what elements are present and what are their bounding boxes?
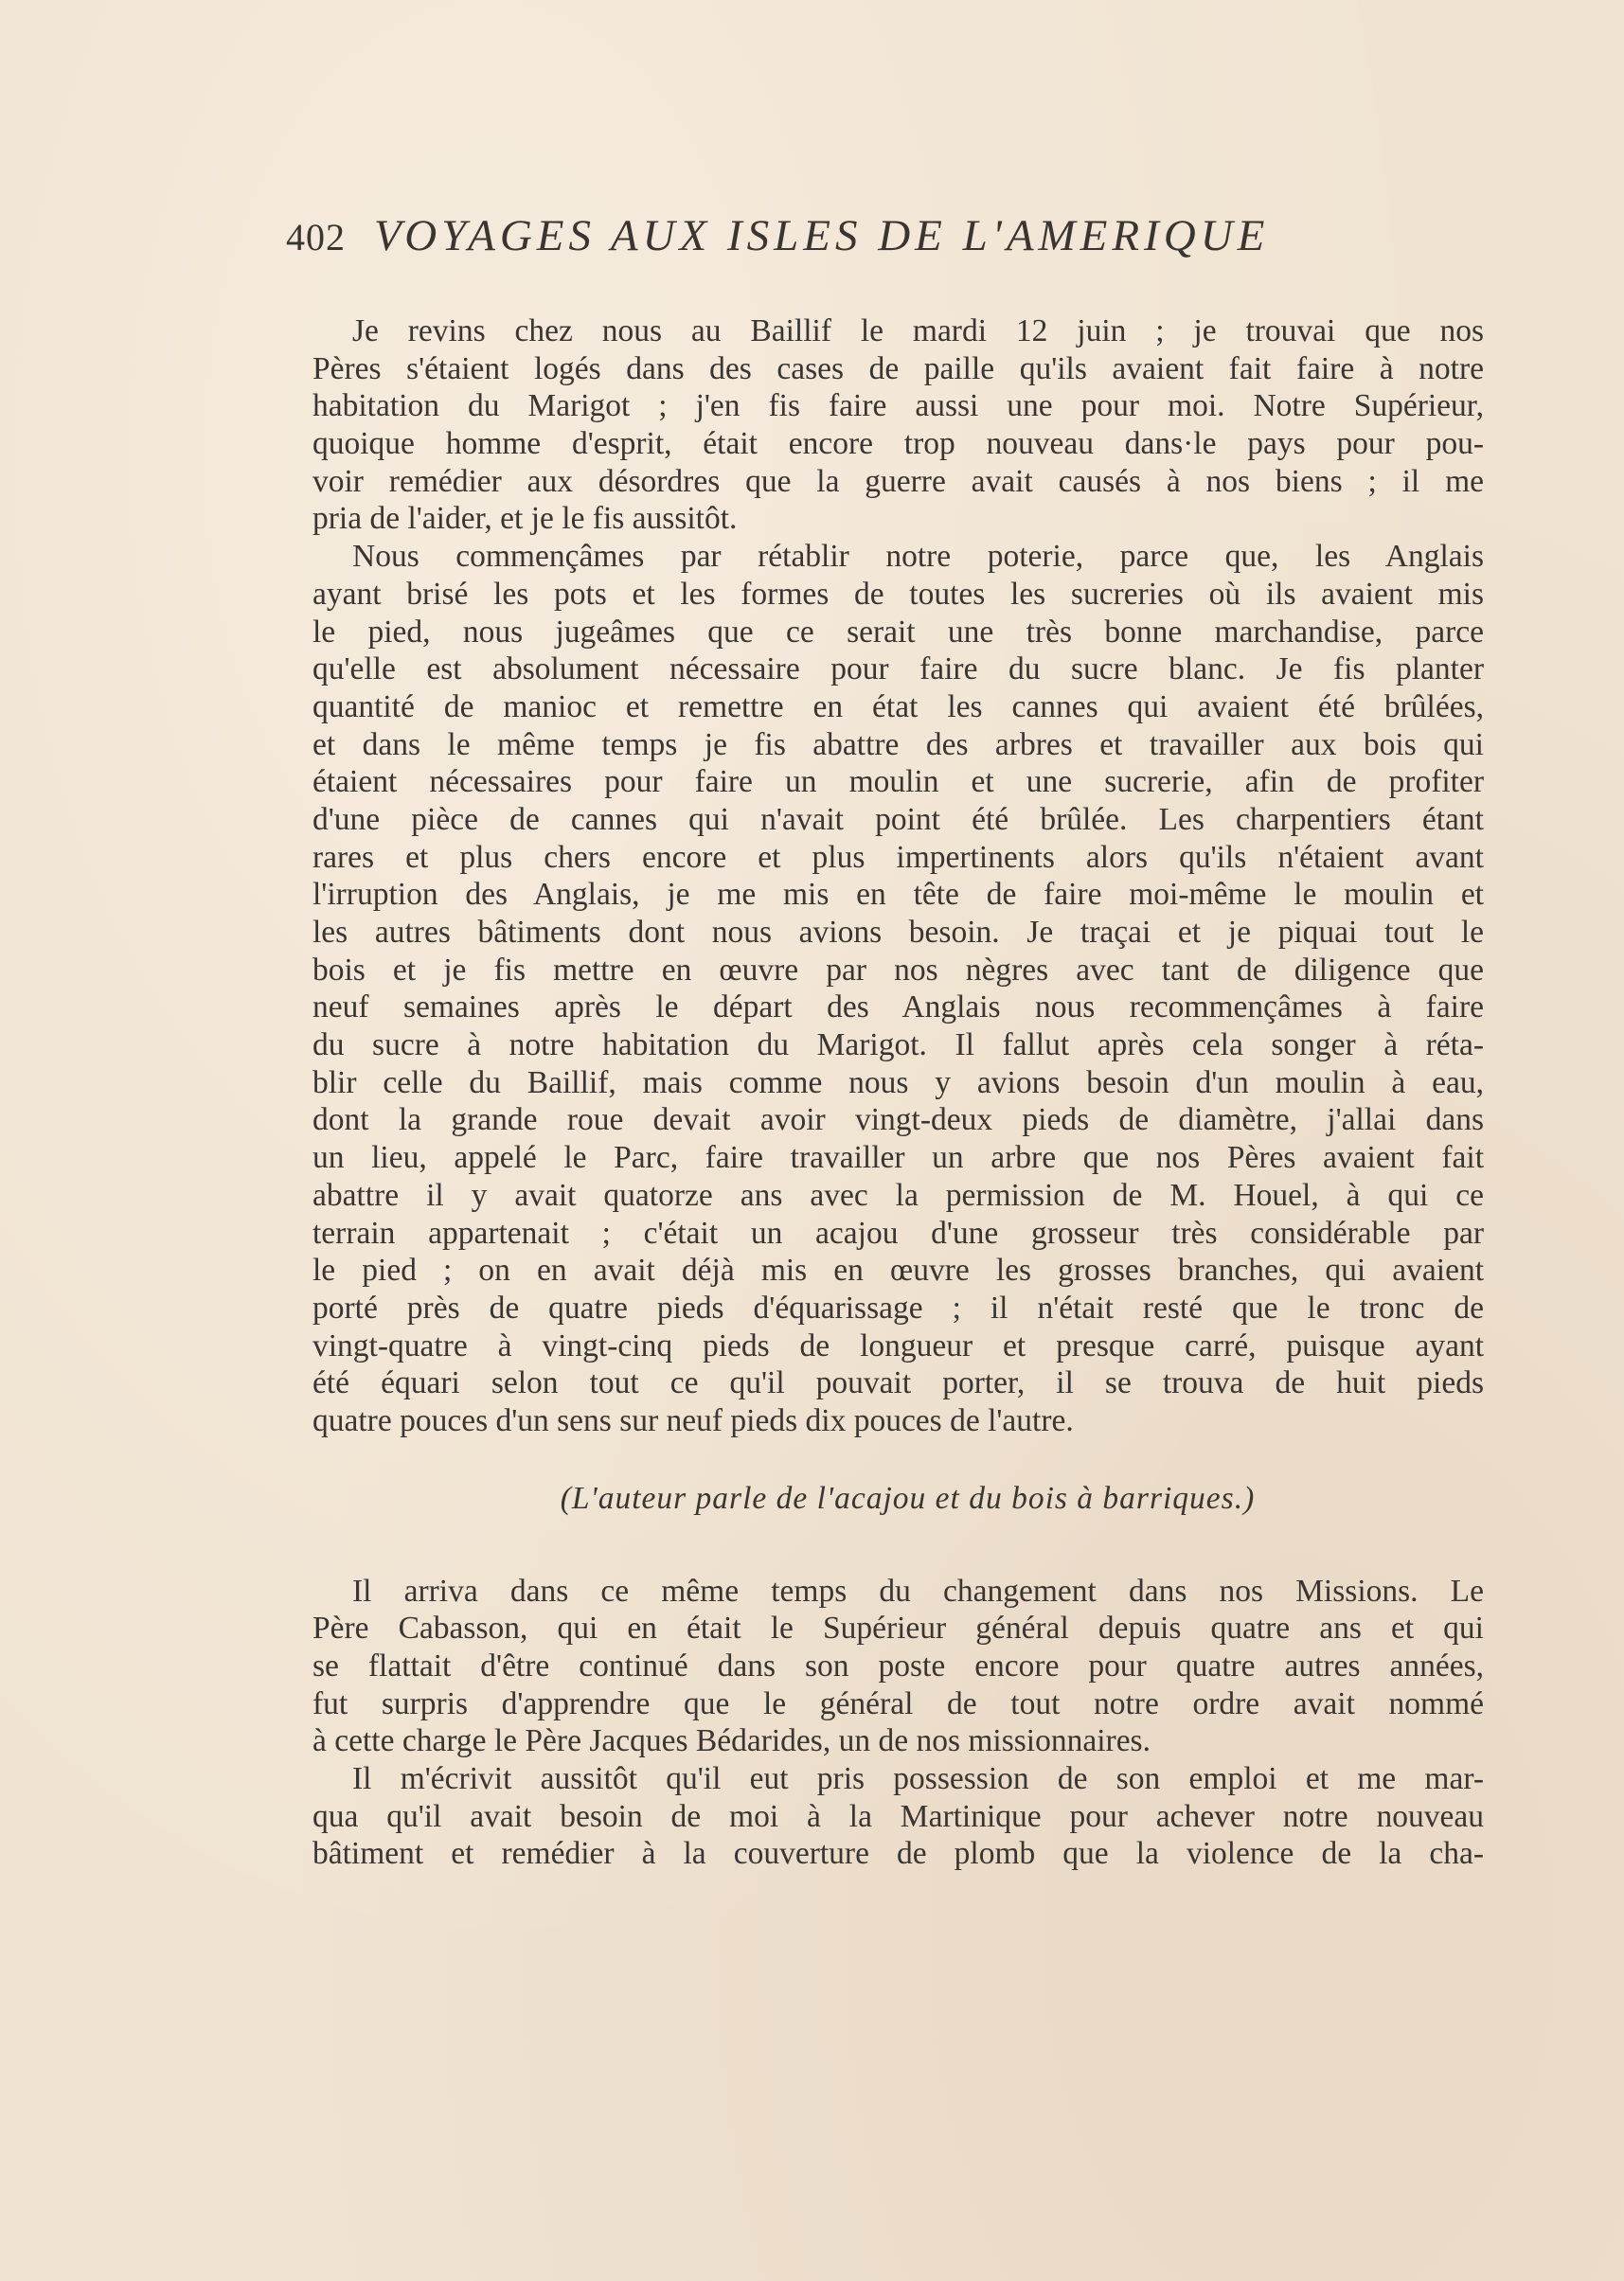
text-line: Je revins chez nous au Baillif le mardi 12 juin ; je trouvai que nos: [352, 313, 1484, 348]
text-line: Père Cabasson, qui en était le Supérieur général depuis quatre ans et qui: [312, 1611, 1484, 1647]
page-header: [286, 210, 1517, 276]
text-line: étaient nécessaires pour faire un moulin et une sucrerie, afin de profiter: [312, 764, 1484, 800]
text-line: du sucre à notre habitation du Marigot. Il fallut après cela songer à réta-: [312, 1027, 1484, 1063]
section-summary: (L'auteur parle de l'acajou et du bois à barriques.): [560, 1480, 1256, 1516]
paragraph-1: [312, 312, 1484, 538]
text-line: l'irruption des Anglais, je me mis en tête de faire moi-même le moulin et: [312, 877, 1484, 913]
text-line: se flattait d'être continué dans son poste encore pour quatre autres années,: [312, 1648, 1484, 1684]
spacer: [312, 1440, 1484, 1480]
page-number: 402: [286, 216, 346, 258]
text-line: bâtiment et remédier à la couverture de plomb que la violence de la cha-: [312, 1836, 1484, 1872]
text-line: abattre il y avait quatorze ans avec la permission de M. Houel, à qui ce: [312, 1177, 1484, 1213]
text-line: terrain appartenait ; c'était un acajou d'une grosseur très considérable par: [312, 1215, 1484, 1251]
text-line: Il m'écrivit aussitôt qu'il eut pris possession de son emploi et me mar-: [352, 1761, 1484, 1797]
text-line: voir remédier aux désordres que la guerre avait causés à nos biens ; il me: [312, 463, 1484, 499]
text-line: d'une pièce de cannes qui n'avait point été brûlée. Les charpentiers étant: [312, 801, 1484, 837]
text-line: porté près de quatre pieds d'équarissage ; il n'était resté que le tronc de: [312, 1290, 1484, 1326]
paragraph-3: [312, 1573, 1484, 1760]
text-line: les autres bâtiments dont nous avions besoin. Je traçai et je piquai tout le: [312, 915, 1484, 950]
text-line: le pied, nous jugeâmes que ce serait une très bonne marchandise, parce: [312, 614, 1484, 650]
text-line: quatre pouces d'un sens sur neuf pieds dix pouces de l'autre.: [312, 1402, 1074, 1438]
text-line: quoique homme d'esprit, était encore trop nouveau dans·le pays pour pou-: [312, 426, 1484, 462]
text-line: Nous commençâmes par rétablir notre poterie, parce que, les Anglais: [352, 539, 1484, 575]
spacer: [312, 1518, 1484, 1573]
text-line: bois et je fis mettre en œuvre par nos nègres avec tant de diligence que: [312, 952, 1484, 988]
paragraph-4: [312, 1760, 1484, 1873]
text-line: un lieu, appelé le Parc, faire travailler un arbre que nos Pères avaient fait: [312, 1140, 1484, 1176]
running-title: VOYAGES AUX ISLES DE L'AMERIQUE: [374, 211, 1270, 260]
paragraph-2: [312, 538, 1484, 1440]
text-line: qu'elle est absolument nécessaire pour faire du sucre blanc. Je fis planter: [312, 651, 1484, 687]
body-text: [312, 312, 1484, 1873]
text-line: Il arriva dans ce même temps du changement dans nos Missions. Le: [352, 1573, 1484, 1609]
text-line: rares et plus chers encore et plus impertinents alors qu'ils n'étaient avant: [312, 839, 1484, 875]
text-line: qua qu'il avait besoin de moi à la Martinique pour achever notre nouveau: [312, 1798, 1484, 1834]
text-line: ayant brisé les pots et les formes de toutes les sucreries où ils avaient mis: [312, 576, 1484, 612]
text-line: quantité de manioc et remettre en état les cannes qui avaient été brûlées,: [312, 688, 1484, 724]
text-line: et dans le même temps je fis abattre des arbres et travailler aux bois qui: [312, 726, 1484, 762]
text-line: à cette charge le Père Jacques Bédarides, un de nos missionnaires.: [312, 1723, 1151, 1759]
text-line: Pères s'étaient logés dans des cases de paille qu'ils avaient fait faire à notre: [312, 350, 1484, 386]
text-line: été équari selon tout ce qu'il pouvait porter, il se trouva de huit pieds: [312, 1365, 1484, 1401]
text-line: le pied ; on en avait déjà mis en œuvre les grosses branches, qui avaient: [312, 1253, 1484, 1289]
text-line: vingt-quatre à vingt-cinq pieds de longueur et presque carré, puisque ayant: [312, 1328, 1484, 1363]
text-line: pria de l'aider, et je le fis aussitôt.: [312, 501, 738, 537]
text-line: dont la grande roue devait avoir vingt-deux pieds de diamètre, j'allai dans: [312, 1102, 1484, 1138]
text-line: neuf semaines après le départ des Anglais nous recommençâmes à faire: [312, 989, 1484, 1025]
text-line: habitation du Marigot ; j'en fis faire aussi une pour moi. Notre Supérieur,: [312, 388, 1484, 424]
text-line: fut surpris d'apprendre que le général de tout notre ordre avait nommé: [312, 1685, 1484, 1721]
text-line: blir celle du Baillif, mais comme nous y avions besoin d'un moulin à eau,: [312, 1064, 1484, 1100]
